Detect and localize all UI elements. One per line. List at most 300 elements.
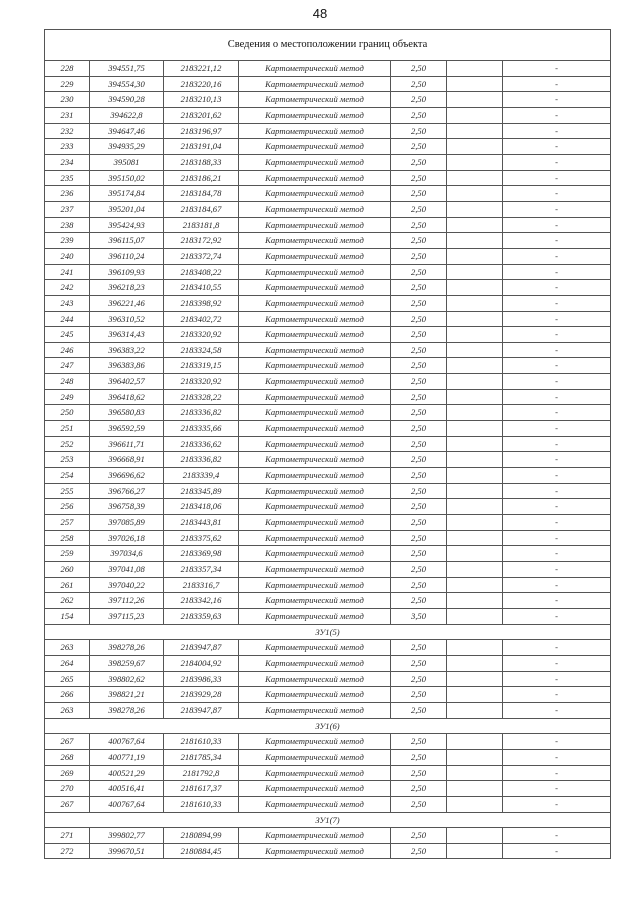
table-row <box>45 562 611 578</box>
point-number-cell: 248 <box>45 374 90 390</box>
accuracy-cell: 2,50 <box>391 562 447 578</box>
method-cell: Картометрический метод <box>239 468 391 484</box>
empty-cell <box>447 342 503 358</box>
table-row <box>45 92 611 108</box>
table-row <box>45 217 611 233</box>
x-coordinate-cell: 397041,08 <box>90 562 164 578</box>
y-coordinate-cell: 2181617,37 <box>164 781 239 797</box>
empty-cell <box>447 92 503 108</box>
point-number-cell: 243 <box>45 295 90 311</box>
description-cell: - <box>503 107 611 123</box>
method-cell: Картометрический метод <box>239 452 391 468</box>
table-row <box>45 749 611 765</box>
y-coordinate-cell: 2180884,45 <box>164 843 239 859</box>
table-row <box>45 781 611 797</box>
table-row <box>45 483 611 499</box>
accuracy-cell: 2,50 <box>391 342 447 358</box>
accuracy-cell: 2,50 <box>391 327 447 343</box>
description-cell: - <box>503 327 611 343</box>
point-number-cell: 259 <box>45 546 90 562</box>
y-coordinate-cell: 2183372,74 <box>164 248 239 264</box>
y-coordinate-cell: 2181792,8 <box>164 765 239 781</box>
y-coordinate-cell: 2183947,87 <box>164 640 239 656</box>
method-cell: Картометрический метод <box>239 374 391 390</box>
accuracy-cell: 2,50 <box>391 499 447 515</box>
y-coordinate-cell: 2183398,92 <box>164 295 239 311</box>
section-label: ЗУ1(7) <box>45 812 611 828</box>
description-cell: - <box>503 765 611 781</box>
accuracy-cell: 2,50 <box>391 154 447 170</box>
method-cell: Картометрический метод <box>239 671 391 687</box>
point-number-cell: 270 <box>45 781 90 797</box>
accuracy-cell: 2,50 <box>391 515 447 531</box>
empty-cell <box>447 577 503 593</box>
y-coordinate-cell: 2183328,22 <box>164 389 239 405</box>
point-number-cell: 258 <box>45 530 90 546</box>
description-cell: - <box>503 515 611 531</box>
empty-cell <box>447 734 503 750</box>
boundary-table-container <box>44 29 610 859</box>
x-coordinate-cell: 396418,62 <box>90 389 164 405</box>
description-cell: - <box>503 608 611 624</box>
description-cell: - <box>503 546 611 562</box>
method-cell: Картометрический метод <box>239 248 391 264</box>
description-cell: - <box>503 295 611 311</box>
point-number-cell: 237 <box>45 201 90 217</box>
x-coordinate-cell: 396110,24 <box>90 248 164 264</box>
y-coordinate-cell: 2183184,67 <box>164 201 239 217</box>
accuracy-cell: 2,50 <box>391 546 447 562</box>
y-coordinate-cell: 2183947,87 <box>164 702 239 718</box>
method-cell: Картометрический метод <box>239 765 391 781</box>
method-cell: Картометрический метод <box>239 123 391 139</box>
accuracy-cell: 2,50 <box>391 107 447 123</box>
accuracy-cell: 2,50 <box>391 421 447 437</box>
table-row <box>45 327 611 343</box>
empty-cell <box>447 264 503 280</box>
method-cell: Картометрический метод <box>239 530 391 546</box>
x-coordinate-cell: 396221,46 <box>90 295 164 311</box>
method-cell: Картометрический метод <box>239 702 391 718</box>
table-row <box>45 796 611 812</box>
table-row <box>45 468 611 484</box>
x-coordinate-cell: 399670,51 <box>90 843 164 859</box>
table-row <box>45 280 611 296</box>
table-row <box>45 123 611 139</box>
description-cell: - <box>503 530 611 546</box>
point-number-cell: 267 <box>45 796 90 812</box>
point-number-cell: 264 <box>45 655 90 671</box>
method-cell: Картометрический метод <box>239 593 391 609</box>
x-coordinate-cell: 396580,83 <box>90 405 164 421</box>
y-coordinate-cell: 2183410,55 <box>164 280 239 296</box>
accuracy-cell: 2,50 <box>391 671 447 687</box>
point-number-cell: 257 <box>45 515 90 531</box>
x-coordinate-cell: 400516,41 <box>90 781 164 797</box>
empty-cell <box>447 76 503 92</box>
y-coordinate-cell: 2183201,62 <box>164 107 239 123</box>
empty-cell <box>447 655 503 671</box>
empty-cell <box>447 546 503 562</box>
y-coordinate-cell: 2183320,92 <box>164 374 239 390</box>
y-coordinate-cell: 2183443,81 <box>164 515 239 531</box>
point-number-cell: 263 <box>45 702 90 718</box>
x-coordinate-cell: 396383,22 <box>90 342 164 358</box>
description-cell: - <box>503 76 611 92</box>
point-number-cell: 254 <box>45 468 90 484</box>
method-cell: Картометрический метод <box>239 327 391 343</box>
description-cell: - <box>503 421 611 437</box>
x-coordinate-cell: 396314,43 <box>90 327 164 343</box>
accuracy-cell: 2,50 <box>391 702 447 718</box>
method-cell: Картометрический метод <box>239 342 391 358</box>
y-coordinate-cell: 2183196,97 <box>164 123 239 139</box>
method-cell: Картометрический метод <box>239 201 391 217</box>
accuracy-cell: 2,50 <box>391 311 447 327</box>
table-row <box>45 593 611 609</box>
point-number-cell: 249 <box>45 389 90 405</box>
table-row <box>45 107 611 123</box>
y-coordinate-cell: 2181785,34 <box>164 749 239 765</box>
table-row <box>45 358 611 374</box>
empty-cell <box>447 765 503 781</box>
table-row <box>45 655 611 671</box>
x-coordinate-cell: 394590,28 <box>90 92 164 108</box>
description-cell: - <box>503 828 611 844</box>
point-number-cell: 271 <box>45 828 90 844</box>
table-row <box>45 828 611 844</box>
accuracy-cell: 2,50 <box>391 139 447 155</box>
description-cell: - <box>503 358 611 374</box>
method-cell: Картометрический метод <box>239 655 391 671</box>
method-cell: Картометрический метод <box>239 608 391 624</box>
table-row <box>45 436 611 452</box>
description-cell: - <box>503 311 611 327</box>
description-cell: - <box>503 436 611 452</box>
y-coordinate-cell: 2183408,22 <box>164 264 239 280</box>
empty-cell <box>447 421 503 437</box>
y-coordinate-cell: 2183172,92 <box>164 233 239 249</box>
x-coordinate-cell: 400771,19 <box>90 749 164 765</box>
section-row <box>45 812 611 828</box>
point-number-cell: 268 <box>45 749 90 765</box>
y-coordinate-cell: 2183402,72 <box>164 311 239 327</box>
table-row <box>45 295 611 311</box>
y-coordinate-cell: 2183336,62 <box>164 436 239 452</box>
empty-cell <box>447 358 503 374</box>
description-cell: - <box>503 374 611 390</box>
x-coordinate-cell: 397085,89 <box>90 515 164 531</box>
x-coordinate-cell: 396109,93 <box>90 264 164 280</box>
method-cell: Картометрический метод <box>239 139 391 155</box>
table-row <box>45 374 611 390</box>
description-cell: - <box>503 280 611 296</box>
y-coordinate-cell: 2181610,33 <box>164 796 239 812</box>
accuracy-cell: 2,50 <box>391 765 447 781</box>
table-row <box>45 405 611 421</box>
accuracy-cell: 2,50 <box>391 186 447 202</box>
table-row <box>45 499 611 515</box>
x-coordinate-cell: 396758,39 <box>90 499 164 515</box>
description-cell: - <box>503 248 611 264</box>
description-cell: - <box>503 154 611 170</box>
method-cell: Картометрический метод <box>239 107 391 123</box>
x-coordinate-cell: 396115,07 <box>90 233 164 249</box>
x-coordinate-cell: 396218,23 <box>90 280 164 296</box>
accuracy-cell: 2,50 <box>391 405 447 421</box>
point-number-cell: 240 <box>45 248 90 264</box>
description-cell: - <box>503 342 611 358</box>
method-cell: Картометрический метод <box>239 483 391 499</box>
description-cell: - <box>503 123 611 139</box>
empty-cell <box>447 483 503 499</box>
x-coordinate-cell: 396383,86 <box>90 358 164 374</box>
table-title-row <box>45 30 611 61</box>
point-number-cell: 256 <box>45 499 90 515</box>
table-row <box>45 671 611 687</box>
accuracy-cell: 2,50 <box>391 749 447 765</box>
y-coordinate-cell: 2183986,33 <box>164 671 239 687</box>
accuracy-cell: 2,50 <box>391 593 447 609</box>
point-number-cell: 229 <box>45 76 90 92</box>
description-cell: - <box>503 593 611 609</box>
point-number-cell: 231 <box>45 107 90 123</box>
x-coordinate-cell: 396310,52 <box>90 311 164 327</box>
point-number-cell: 269 <box>45 765 90 781</box>
point-number-cell: 239 <box>45 233 90 249</box>
point-number-cell: 263 <box>45 640 90 656</box>
table-row <box>45 765 611 781</box>
empty-cell <box>447 139 503 155</box>
point-number-cell: 261 <box>45 577 90 593</box>
y-coordinate-cell: 2183342,16 <box>164 593 239 609</box>
description-cell: - <box>503 217 611 233</box>
method-cell: Картометрический метод <box>239 421 391 437</box>
accuracy-cell: 2,50 <box>391 436 447 452</box>
point-number-cell: 235 <box>45 170 90 186</box>
x-coordinate-cell: 395201,04 <box>90 201 164 217</box>
y-coordinate-cell: 2183181,8 <box>164 217 239 233</box>
table-row <box>45 233 611 249</box>
description-cell: - <box>503 796 611 812</box>
accuracy-cell: 2,50 <box>391 374 447 390</box>
accuracy-cell: 2,50 <box>391 170 447 186</box>
table-row <box>45 577 611 593</box>
empty-cell <box>447 186 503 202</box>
description-cell: - <box>503 499 611 515</box>
x-coordinate-cell: 396668,91 <box>90 452 164 468</box>
accuracy-cell: 2,50 <box>391 655 447 671</box>
table-row <box>45 687 611 703</box>
x-coordinate-cell: 395424,93 <box>90 217 164 233</box>
table-row <box>45 640 611 656</box>
point-number-cell: 247 <box>45 358 90 374</box>
empty-cell <box>447 217 503 233</box>
y-coordinate-cell: 2183210,13 <box>164 92 239 108</box>
point-number-cell: 272 <box>45 843 90 859</box>
description-cell: - <box>503 562 611 578</box>
method-cell: Картометрический метод <box>239 781 391 797</box>
description-cell: - <box>503 186 611 202</box>
table-row <box>45 342 611 358</box>
point-number-cell: 154 <box>45 608 90 624</box>
x-coordinate-cell: 397040,22 <box>90 577 164 593</box>
y-coordinate-cell: 2183191,04 <box>164 139 239 155</box>
method-cell: Картометрический метод <box>239 295 391 311</box>
x-coordinate-cell: 400521,29 <box>90 765 164 781</box>
empty-cell <box>447 311 503 327</box>
method-cell: Картометрический метод <box>239 311 391 327</box>
y-coordinate-cell: 2183220,16 <box>164 76 239 92</box>
description-cell: - <box>503 170 611 186</box>
x-coordinate-cell: 398278,26 <box>90 640 164 656</box>
section-label: ЗУ1(6) <box>45 718 611 734</box>
x-coordinate-cell: 396696,62 <box>90 468 164 484</box>
method-cell: Картометрический метод <box>239 577 391 593</box>
section-row <box>45 718 611 734</box>
y-coordinate-cell: 2183359,63 <box>164 608 239 624</box>
x-coordinate-cell: 397026,18 <box>90 530 164 546</box>
empty-cell <box>447 828 503 844</box>
point-number-cell: 262 <box>45 593 90 609</box>
description-cell: - <box>503 264 611 280</box>
empty-cell <box>447 749 503 765</box>
accuracy-cell: 2,50 <box>391 452 447 468</box>
accuracy-cell: 2,50 <box>391 248 447 264</box>
empty-cell <box>447 405 503 421</box>
x-coordinate-cell: 396766,27 <box>90 483 164 499</box>
method-cell: Картометрический метод <box>239 562 391 578</box>
method-cell: Картометрический метод <box>239 828 391 844</box>
method-cell: Картометрический метод <box>239 436 391 452</box>
x-coordinate-cell: 398259,67 <box>90 655 164 671</box>
empty-cell <box>447 436 503 452</box>
point-number-cell: 241 <box>45 264 90 280</box>
description-cell: - <box>503 139 611 155</box>
y-coordinate-cell: 2183357,34 <box>164 562 239 578</box>
method-cell: Картометрический метод <box>239 76 391 92</box>
point-number-cell: 252 <box>45 436 90 452</box>
y-coordinate-cell: 2180894,99 <box>164 828 239 844</box>
method-cell: Картометрический метод <box>239 61 391 77</box>
x-coordinate-cell: 394647,46 <box>90 123 164 139</box>
x-coordinate-cell: 396402,57 <box>90 374 164 390</box>
point-number-cell: 233 <box>45 139 90 155</box>
empty-cell <box>447 295 503 311</box>
accuracy-cell: 2,50 <box>391 483 447 499</box>
x-coordinate-cell: 399802,77 <box>90 828 164 844</box>
method-cell: Картометрический метод <box>239 546 391 562</box>
accuracy-cell: 2,50 <box>391 530 447 546</box>
empty-cell <box>447 515 503 531</box>
method-cell: Картометрический метод <box>239 264 391 280</box>
empty-cell <box>447 608 503 624</box>
x-coordinate-cell: 396592,59 <box>90 421 164 437</box>
x-coordinate-cell: 396611,71 <box>90 436 164 452</box>
accuracy-cell: 2,50 <box>391 92 447 108</box>
description-cell: - <box>503 640 611 656</box>
empty-cell <box>447 593 503 609</box>
empty-cell <box>447 374 503 390</box>
empty-cell <box>447 671 503 687</box>
point-number-cell: 228 <box>45 61 90 77</box>
table-row <box>45 389 611 405</box>
description-cell: - <box>503 702 611 718</box>
table-title: Сведения о местоположении границ объекта <box>45 30 611 61</box>
description-cell: - <box>503 843 611 859</box>
accuracy-cell: 2,50 <box>391 687 447 703</box>
description-cell: - <box>503 749 611 765</box>
empty-cell <box>447 499 503 515</box>
table-row <box>45 843 611 859</box>
table-row <box>45 201 611 217</box>
y-coordinate-cell: 2181610,33 <box>164 734 239 750</box>
empty-cell <box>447 781 503 797</box>
table-row <box>45 61 611 77</box>
accuracy-cell: 2,50 <box>391 358 447 374</box>
y-coordinate-cell: 2183186,21 <box>164 170 239 186</box>
method-cell: Картометрический метод <box>239 687 391 703</box>
method-cell: Картометрический метод <box>239 233 391 249</box>
empty-cell <box>447 389 503 405</box>
accuracy-cell: 2,50 <box>391 843 447 859</box>
y-coordinate-cell: 2183320,92 <box>164 327 239 343</box>
description-cell: - <box>503 734 611 750</box>
description-cell: - <box>503 687 611 703</box>
x-coordinate-cell: 395150,02 <box>90 170 164 186</box>
table-row <box>45 76 611 92</box>
point-number-cell: 230 <box>45 92 90 108</box>
x-coordinate-cell: 395081 <box>90 154 164 170</box>
section-label: ЗУ1(5) <box>45 624 611 640</box>
y-coordinate-cell: 2183336,82 <box>164 452 239 468</box>
table-row <box>45 452 611 468</box>
x-coordinate-cell: 394554,30 <box>90 76 164 92</box>
x-coordinate-cell: 394935,29 <box>90 139 164 155</box>
accuracy-cell: 2,50 <box>391 295 447 311</box>
x-coordinate-cell: 397115,23 <box>90 608 164 624</box>
accuracy-cell: 2,50 <box>391 734 447 750</box>
point-number-cell: 260 <box>45 562 90 578</box>
method-cell: Картометрический метод <box>239 640 391 656</box>
y-coordinate-cell: 2183221,12 <box>164 61 239 77</box>
method-cell: Картометрический метод <box>239 749 391 765</box>
description-cell: - <box>503 201 611 217</box>
table-row <box>45 702 611 718</box>
method-cell: Картометрический метод <box>239 154 391 170</box>
accuracy-cell: 2,50 <box>391 796 447 812</box>
point-number-cell: 251 <box>45 421 90 437</box>
description-cell: - <box>503 468 611 484</box>
description-cell: - <box>503 233 611 249</box>
empty-cell <box>447 170 503 186</box>
method-cell: Картометрический метод <box>239 405 391 421</box>
accuracy-cell: 2,50 <box>391 828 447 844</box>
y-coordinate-cell: 2183418,06 <box>164 499 239 515</box>
table-row <box>45 170 611 186</box>
method-cell: Картометрический метод <box>239 499 391 515</box>
table-row <box>45 139 611 155</box>
table-row <box>45 264 611 280</box>
method-cell: Картометрический метод <box>239 170 391 186</box>
method-cell: Картометрический метод <box>239 217 391 233</box>
accuracy-cell: 2,50 <box>391 123 447 139</box>
method-cell: Картометрический метод <box>239 186 391 202</box>
accuracy-cell: 2,50 <box>391 264 447 280</box>
accuracy-cell: 2,50 <box>391 76 447 92</box>
method-cell: Картометрический метод <box>239 796 391 812</box>
table-row <box>45 248 611 264</box>
